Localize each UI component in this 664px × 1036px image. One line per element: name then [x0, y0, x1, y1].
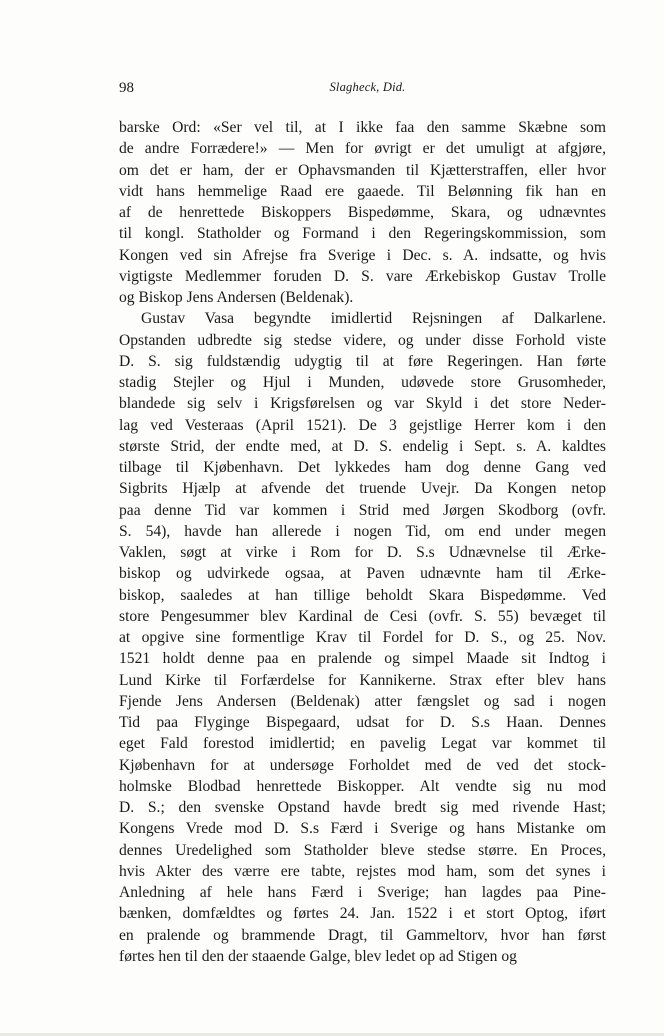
paragraph: [119, 117, 606, 308]
text-line: bænken, domfældtes og førtes 24. Jan. 1522 i et stort Optog, iført: [119, 905, 606, 923]
text-line: S. 54), havde han allerede i nogen Tid, om end under megen: [119, 522, 606, 540]
text-line: største Strid, der endte med, at D. S. endelig i Sept. s. A. kaldtes: [119, 437, 606, 455]
text-line: Tid paa Flyginge Bispegaard, udsat for D. S.s Haan. Dennes: [119, 714, 606, 731]
text-line: biskop, saaledes at han tillige beholdt Skara Bispedømme. Ved: [119, 586, 606, 604]
text-line: store Pengesummer blev Kardinal de Cesi (ovfr. S. 55) bevæget til: [119, 607, 606, 625]
text-line: barske Ord: «Ser vel til, at I ikke faa den samme Skæbne som: [119, 119, 606, 136]
text-line: Kjøbenhavn for at undersøge Forholdet med de ved det stock-: [119, 756, 606, 774]
text-line: lag ved Vesteraas (April 1521). De 3 gejstlige Herrer kom i den: [119, 416, 606, 434]
text-line: blandede sig selv i Krigsførelsen og var Skyld i det store Neder-: [119, 395, 606, 413]
text-line: Kongens Vrede mod D. S.s Færd i Sverige og hans Mistanke om: [119, 820, 606, 838]
text-line: en pralende og brammende Dragt, til Gammeltorv, hvor han først: [119, 926, 606, 944]
text-line: D. S. sig fuldstændig udygtig til at føre Regeringen. Han førte: [119, 352, 606, 370]
text-line: at opgive sine formentlige Krav til Fordel for D. S., og 25. Nov.: [119, 629, 606, 646]
text-line: vigtigste Medlemmer foruden D. S. vare Ærkebiskop Gustav Trolle: [119, 267, 606, 285]
text-line: om det er ham, der er Ophavsmanden til Kjætterstraffen, eller hvor: [119, 161, 606, 179]
text-line: Fjende Jens Andersen (Beldenak) atter fængslet og sad i nogen: [119, 692, 606, 710]
text-line: biskop og udvirkede ogsaa, at Paven udnævnte ham til Ærke-: [119, 565, 606, 583]
body-text: [119, 117, 606, 967]
page-number: 98: [119, 80, 134, 96]
paragraph: [119, 308, 606, 967]
text-line: eget Fald forestod imidlertid; en pavelig Legat var kommet til: [119, 735, 606, 753]
text-line: stadig Stejler og Hjul i Munden, udøvede store Grusomheder,: [119, 374, 606, 391]
running-head: Slagheck, Did.: [329, 80, 406, 94]
text-line: de andre Forrædere!» — Men for øvrigt er det umuligt at afgjøre,: [119, 140, 606, 158]
text-line: vidt hans hemmelige Raad ere gaaede. Til Belønning fik han en: [119, 182, 606, 200]
text-line: Opstanden udbredte sig stedse videre, og under disse Forhold viste: [119, 331, 606, 349]
text-line: dennes Uredelighed som Statholder bleve stedse større. En Proces,: [119, 841, 606, 859]
text-line: hvis Akter des værre ere tabte, rejstes mod ham, som det synes i: [119, 862, 606, 880]
text-line: Anledning af hele hans Færd i Sverige; han lagdes paa Pine-: [119, 884, 606, 901]
text-line: holmske Blodbad henrettede Biskopper. Alt vendte sig nu mod: [119, 777, 606, 795]
text-line: førtes hen til den der staaende Galge, blev ledet op ad Stigen og: [119, 947, 517, 965]
text-line: til kongl. Statholder og Formand i den Regeringskommission, som: [119, 225, 606, 243]
text-line: og Biskop Jens Andersen (Beldenak).: [119, 289, 354, 306]
text-line: af de henrettede Biskoppers Bispedømme, Skara, og udnævntes: [119, 204, 606, 221]
text-line: tilbage til Kjøbenhavn. Det lykkedes ham dog denne Gang ved: [119, 459, 606, 476]
text-line: paa denne Tid var kommen i Strid med Jørgen Skodborg (ovfr.: [119, 501, 606, 519]
text-line: Kongen ved sin Afrejse fra Sverige i Dec. s. A. indsatte, og hvis: [119, 246, 606, 264]
page-header: [119, 80, 606, 100]
text-line: Sigbrits Hjælp at afvende det truende Uvejr. Da Kongen netop: [119, 480, 606, 498]
text-line: Gustav Vasa begyndte imidlertid Rejsningen af Dalkarlene.: [141, 310, 606, 328]
text-line: Lund Kirke til Forfærdelse for Kannikerne. Strax efter blev hans: [119, 671, 606, 689]
text-line: D. S.; den svenske Opstand havde bredt sig med rivende Hast;: [119, 799, 606, 816]
text-line: 1521 holdt denne paa en pralende og simpel Maade sit Indtog i: [119, 650, 606, 668]
text-line: Vaklen, søgt at virke i Rom for D. S.s Udnævnelse til Ærke-: [119, 544, 606, 561]
